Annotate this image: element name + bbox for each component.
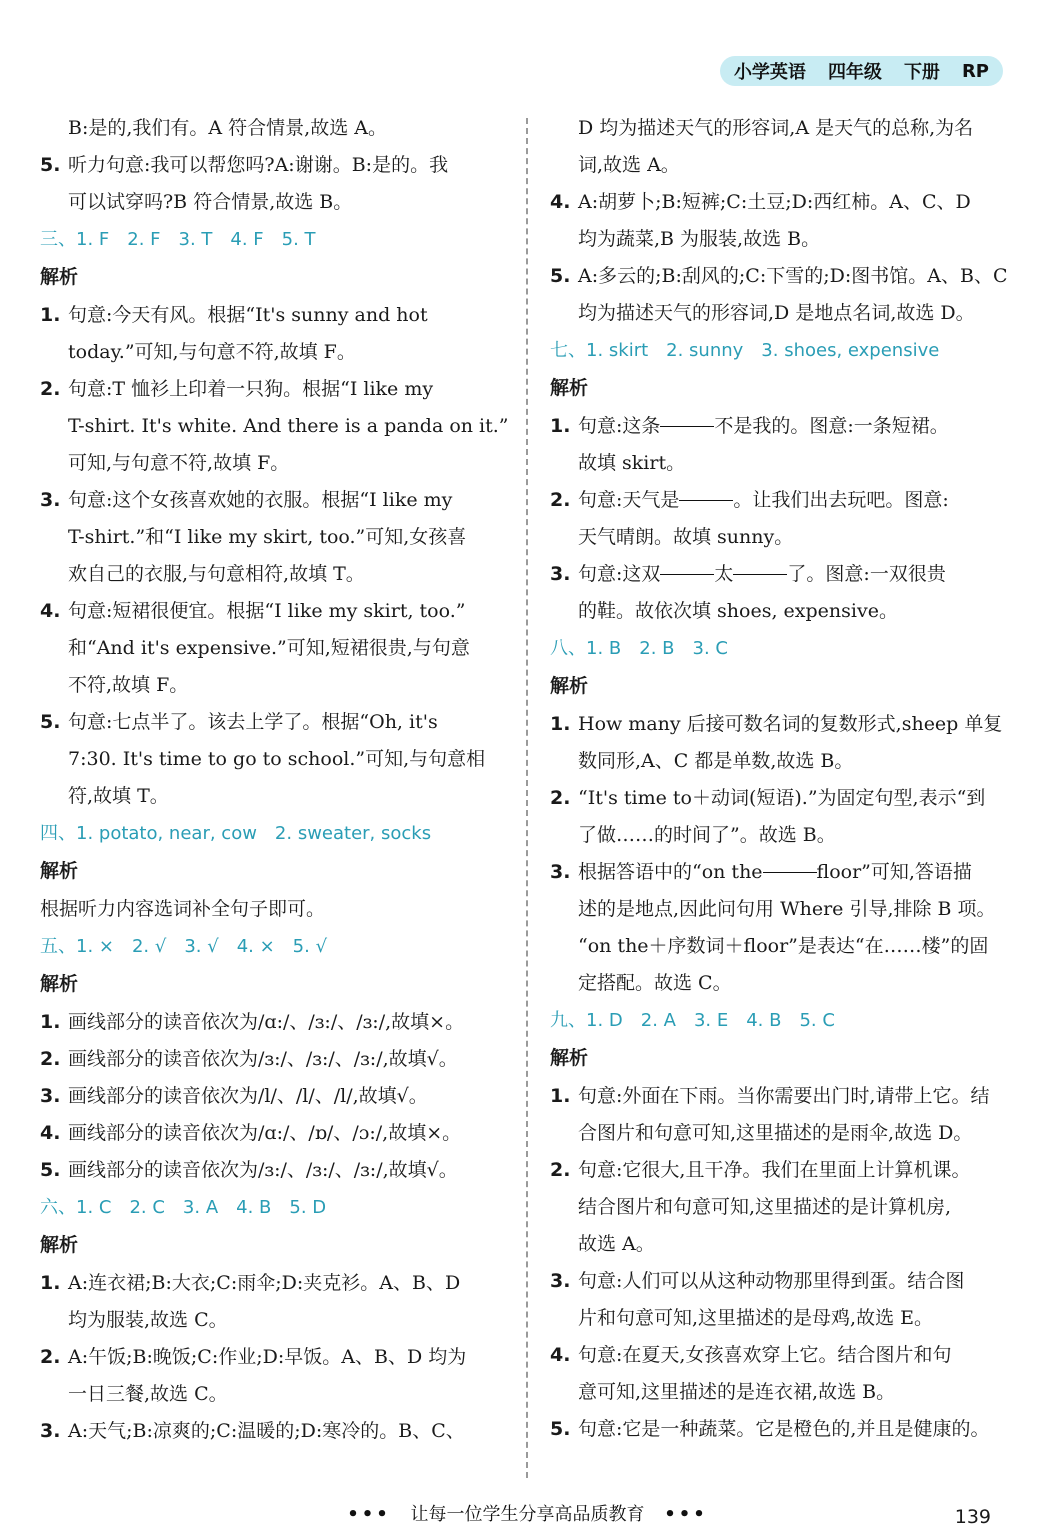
footer-dots-left: ••• [347,1504,391,1525]
explanation-item [40,1115,500,1152]
item-number: 1. [550,415,571,437]
explanation-continuation: 天气晴朗。故填 sunny。 [578,526,794,548]
item-number: 2. [550,489,571,511]
item-number: 2. [40,1346,61,1368]
answer-key-line: 八、1. B 2. B 3. C [550,638,728,659]
answer-key-line: 四、1. potato, near, cow 2. sweater, socks [40,823,432,844]
explanation-item [550,1337,1010,1374]
fill-blank [679,482,733,501]
item-text: 句意:天气是 [578,489,680,511]
item-text: A:多云的;B:刮风的;C:下雪的;D:图书馆。A、B、C [578,265,1008,287]
item-number: 1. [550,1085,571,1107]
explanation-item [550,184,1010,221]
explanation-continuation: 符,故填 T。 [68,785,169,807]
header-edition: RP [961,60,989,82]
footer-slogan: 让每一位学生分享高品质教育 [410,1504,645,1525]
explanation-continuation: 数同形,A、C 都是单数,故选 B。 [578,750,854,772]
item-text: 句意:它是一种蔬菜。它是橙色的,并且是健康的。 [578,1418,990,1440]
item-text: 画线部分的读音依次为/ɜ:/、/ɜ:/、/ɜ:/,故填√。 [68,1159,458,1181]
analysis-heading: 解析 [40,266,79,288]
explanation-item [550,556,1010,593]
page-number: 139 [954,1506,991,1528]
item-text: 画线部分的读音依次为/ɑ:/、/ɜ:/、/ɜ:/,故填×。 [68,1011,465,1033]
answer-key-line: 六、1. C 2. C 3. A 4. B 5. D [40,1197,327,1218]
item-number: 1. [40,1011,61,1033]
right-column [550,110,1010,1448]
explanation-item [40,297,500,334]
explanation-continuation: 述的是地点,因此问句用 Where 引导,排除 B 项。 [578,898,996,920]
explanation-item [40,1004,500,1041]
explanation-item [40,482,500,519]
explanation-continuation: 结合图片和句意可知,这里描述的是计算机房, [578,1196,952,1218]
item-number: 1. [40,304,61,326]
explanation-item [40,1152,500,1189]
item-text: 句意:人们可以从这种动物那里得到蛋。结合图 [578,1270,965,1292]
explanation-continuation: T-shirt.”和“I like my skirt, too.”可知,女孩喜 [68,526,467,548]
item-number: 3. [40,1420,61,1442]
item-text: 句意:七点半了。该去上学了。根据“Oh, it's [68,711,438,733]
item-text: 句意:短裙很便宜。根据“I like my skirt, too.” [68,600,466,622]
explanation-continuation: 片和句意可知,这里描述的是母鸡,故选 E。 [578,1307,933,1329]
explanation-continuation: 和“And it's expensive.”可知,短裙很贵,与句意 [68,637,470,659]
item-number: 4. [40,600,61,622]
item-number: 4. [550,191,571,213]
answer-key-line: 三、1. F 2. F 3. T 4. F 5. T [40,229,316,250]
explanation-item [550,1263,1010,1300]
item-text: A:胡萝卜;B:短裤;C:土豆;D:西红柿。A、C、D [578,191,971,213]
fill-blank [660,408,714,427]
explanation-item [40,147,500,184]
item-number: 3. [550,1270,571,1292]
item-text: 句意:这条 [578,415,661,437]
explanation-continuation: 的鞋。故依次填 shoes, expensive。 [578,600,898,622]
answer-key-line: 九、1. D 2. A 3. E 4. B 5. C [550,1010,835,1031]
explanation-continuation: 合图片和句意可知,这里描述的是雨伞,故选 D。 [578,1122,973,1144]
item-text: 句意:这个女孩喜欢她的衣服。根据“I like my [68,489,453,511]
explanation-continuation: 可以试穿吗?B 符合情景,故选 B。 [68,191,353,213]
item-text: 根据答语中的“on the [578,861,763,883]
footer [0,1500,1055,1526]
item-text: 句意:这双 [578,563,661,585]
item-text: 句意:它很大,且干净。我们在里面上计算机课。 [578,1159,971,1181]
item-number: 3. [40,1085,61,1107]
item-text-cont: 太 [714,563,734,585]
item-number: 3. [550,861,571,883]
explanation-continuation: T-shirt. It's white. And there is a panda on it.” [68,415,509,437]
explanation-continuation: 可知,与句意不符,故填 F。 [68,452,290,474]
explanation-item [40,1265,500,1302]
item-text-cont: floor”可知,答语描 [816,861,972,883]
item-number: 5. [40,711,61,733]
item-number: 5. [40,154,61,176]
item-number: 3. [40,489,61,511]
explanation-continuation: 7:30. It's time to go to school.”可知,与句意相 [68,748,486,770]
explanation-item [550,706,1010,743]
item-text: 画线部分的读音依次为/l/、/l/、/l/,故填√。 [68,1085,428,1107]
item-number: 1. [40,1272,61,1294]
explanation-item [40,593,500,630]
item-number: 4. [550,1344,571,1366]
explanation-item [40,1339,500,1376]
item-text-cont: 了。图意:一双很贵 [787,563,946,585]
item-text: 画线部分的读音依次为/ɑ:/、/ɒ/、/ɔ:/,故填×。 [68,1122,462,1144]
answer-key-line: 五、1. × 2. √ 3. √ 4. × 5. √ [40,936,328,957]
fill-blank [763,854,817,873]
item-text: 句意:今天有风。根据“It's sunny and hot [68,304,428,326]
item-number: 5. [550,265,571,287]
item-text: A:午饭;B:晚饭;C:作业;D:早饭。A、B、D 均为 [68,1346,467,1368]
item-number: 1. [550,713,571,735]
answer-key-line: 七、1. skirt 2. sunny 3. shoes, expensive [550,340,940,361]
explanation-item [550,1411,1010,1448]
item-number: 2. [40,1048,61,1070]
explanation-continuation: 故选 A。 [578,1233,655,1255]
item-text: A:连衣裙;B:大衣;C:雨伞;D:夹克衫。A、B、D [68,1272,461,1294]
explanation-continuation: 均为描述天气的形容词,D 是地点名词,故选 D。 [578,302,975,324]
explanation-continuation: today.”可知,与句意不符,故填 F。 [68,341,356,363]
explanation-item [550,408,1010,445]
explanation-continuation: 了做……的时间了”。故选 B。 [578,824,836,846]
explanation-item [40,1041,500,1078]
explanation-item [550,1078,1010,1115]
analysis-heading: 解析 [550,1047,589,1069]
item-text: How many 后接可数名词的复数形式,sheep 单复 [578,713,1003,735]
fill-blank [733,556,787,575]
explanation-item [40,1413,500,1450]
explanation-continuation: “on the＋序数词＋floor”是表达“在……楼”的固 [578,935,989,957]
analysis-heading: 解析 [40,973,79,995]
explanation-item [40,704,500,741]
explanation-continuation: 意可知,这里描述的是连衣裙,故选 B。 [578,1381,896,1403]
item-number: 5. [40,1159,61,1181]
item-number: 2. [550,1159,571,1181]
item-text: 听力句意:我可以帮您吗?A:谢谢。B:是的。我 [68,154,449,176]
item-text: 画线部分的读音依次为/ɜ:/、/ɜ:/、/ɜ:/,故填√。 [68,1048,458,1070]
analysis-heading: 解析 [40,1234,79,1256]
explanation-continuation: 定搭配。故选 C。 [578,972,732,994]
explanation-continuation: B:是的,我们有。A 符合情景,故选 A。 [68,117,387,139]
item-text: 句意:T 恤衫上印着一只狗。根据“I like my [68,378,434,400]
header-badge [720,56,1003,86]
analysis-heading: 解析 [550,377,589,399]
explanation-continuation: 词,故选 A。 [578,154,680,176]
header-subject: 小学英语 [733,62,806,83]
item-text: 句意:外面在下雨。当你需要出门时,请带上它。结 [578,1085,990,1107]
explanation-continuation: 故填 skirt。 [578,452,686,474]
header-grade: 四年级 [827,62,882,83]
item-number: 2. [40,378,61,400]
header-volume: 下册 [903,62,940,83]
explanation-continuation: 一日三餐,故选 C。 [68,1383,228,1405]
explanation-item [550,1152,1010,1189]
explanation-continuation: 欢自己的衣服,与句意相符,故填 T。 [68,563,365,585]
item-number: 2. [550,787,571,809]
explanation-item [550,482,1010,519]
left-column [40,110,509,1450]
item-text-cont: 。让我们出去玩吧。图意: [733,489,949,511]
explanation-continuation: 均为服装,故选 C。 [68,1309,228,1331]
explanation-item [550,258,1010,295]
item-number: 3. [550,563,571,585]
explanation-continuation: 不符,故填 F。 [68,674,189,696]
fill-blank [660,556,714,575]
explanation-item [550,854,1010,891]
item-text: “It's time to＋动词(短语).”为固定句型,表示“到 [578,787,986,809]
item-number: 4. [40,1122,61,1144]
item-text: 句意:在夏天,女孩喜欢穿上它。结合图片和句 [578,1344,952,1366]
analysis-heading: 解析 [550,675,589,697]
explanation-continuation: 均为蔬菜,B 为服装,故选 B。 [578,228,821,250]
analysis-heading: 解析 [40,860,79,882]
item-text: A:天气;B:凉爽的;C:温暖的;D:寒冷的。B、C、 [68,1420,465,1442]
footer-dots-right: ••• [664,1504,708,1525]
item-text-cont: 不是我的。图意:一条短裙。 [714,415,949,437]
explanation-item [550,780,1010,817]
explanation-item [40,1078,500,1115]
explanation-item [40,371,500,408]
explanation-paragraph: 根据听力内容选词补全句子即可。 [40,898,326,920]
item-number: 5. [550,1418,571,1440]
explanation-continuation: D 均为描述天气的形容词,A 是天气的总称,为名 [578,117,974,139]
column-divider [526,118,528,1478]
